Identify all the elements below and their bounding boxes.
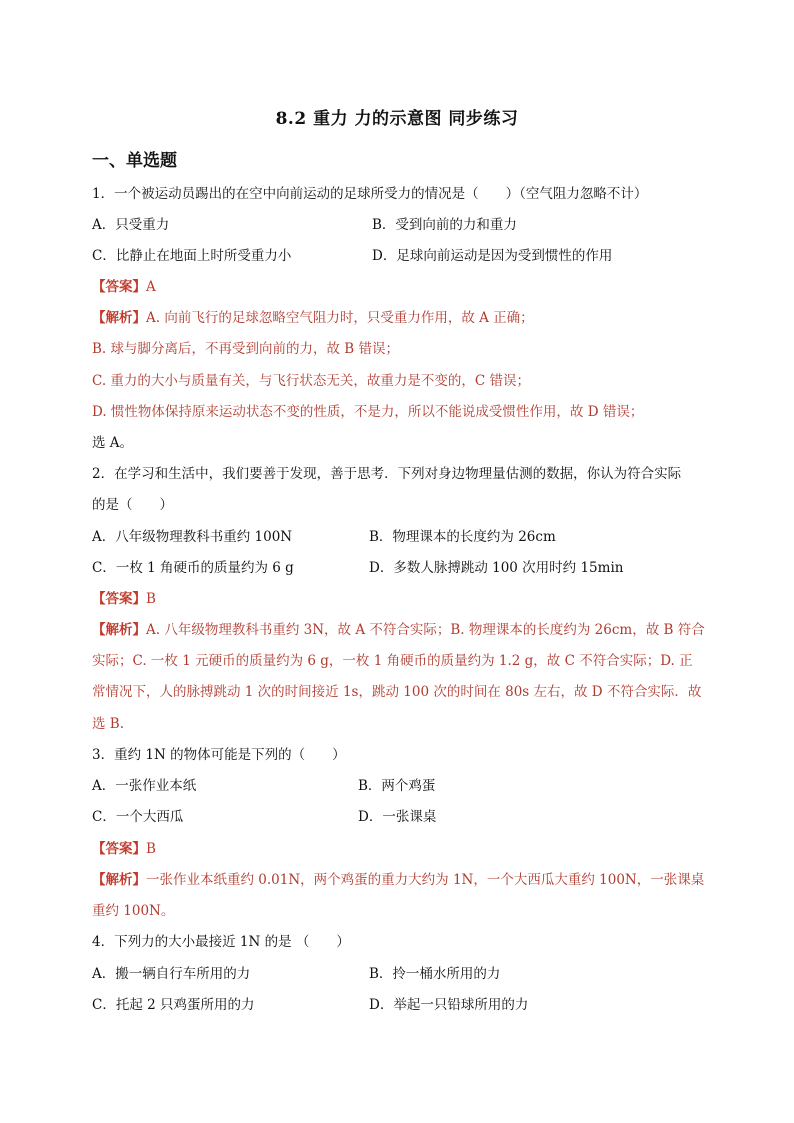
- question-2-option-d: D．多数人脉搏跳动 100 次用时约 15min: [369, 560, 624, 576]
- question-2-stem: 的是（ ）: [92, 497, 173, 513]
- explanation-text: A. 向前飞行的足球忽略空气阻力时，只受重力作用，故 A 正确；: [146, 310, 534, 326]
- answer-value: B: [146, 591, 156, 607]
- question-1-option-c: C．比静止在地面上时所受重力小: [92, 248, 292, 264]
- explanation-tag: 【解析】: [92, 872, 146, 888]
- answer-tag: 【答案】: [92, 279, 146, 295]
- question-1-explanation-line: D. 惯性物体保持原来运动状态不变的性质，不是力，所以不能说成受惯性作用，故 D 错误；: [92, 404, 644, 420]
- answer-value: B: [146, 841, 156, 857]
- question-2-option-a: A．八年级物理教科书重约 100N: [92, 529, 293, 545]
- question-2-explanation-line: [92, 621, 712, 639]
- answer-value: A: [146, 279, 156, 295]
- question-1-option-b: B．受到向前的力和重力: [372, 217, 517, 233]
- question-4-option-c: C．托起 2 只鸡蛋所用的力: [92, 997, 255, 1013]
- question-3-answer: [92, 840, 712, 858]
- explanation-text: A. 八年级物理教科书重约 3N，故 A 不符合实际；B. 物理课本的长度约为 26cm，故 B 符合: [146, 622, 705, 638]
- question-2-stem: 2．在学习和生活中，我们要善于发现，善于思考．下列对身边物理量估测的数据，你认为符合实际: [92, 466, 682, 482]
- question-2-explanation-line: 实际；C. 一枚 1 元硬币的质量约为 6 g，一枚 1 角硬币的质量约为 1.2 g，故 C 不符合实际；D. 正: [92, 653, 693, 669]
- question-1-option-d: D．足球向前运动是因为受到惯性的作用: [372, 248, 613, 264]
- question-4-option-a: A．搬一辆自行车所用的力: [92, 966, 251, 982]
- question-3-option-b: B．两个鸡蛋: [358, 778, 436, 794]
- question-4-stem: 4．下列力的大小最接近 1N 的是 （ ）: [92, 934, 350, 950]
- question-3-explanation-line: 重约 100N。: [92, 903, 175, 919]
- question-3-option-d: D．一张课桌: [358, 809, 437, 825]
- question-3-explanation-line: [92, 871, 712, 889]
- question-3-option-c: C．一个大西瓜: [92, 809, 184, 825]
- explanation-text: 一张作业本纸重约 0.01N，两个鸡蛋的重力大约为 1N，一个大西瓜大重约 100N，一张课桌: [146, 872, 705, 888]
- question-1-explanation-line: C. 重力的大小与质量有关，与飞行状态无关，故重力是不变的，C 错误；: [92, 373, 531, 389]
- question-3-option-a: A．一张作业本纸: [92, 778, 197, 794]
- question-2-answer: [92, 590, 712, 608]
- question-1-conclusion: 选 A。: [92, 435, 134, 451]
- question-1-explanation-line: [92, 309, 712, 327]
- question-1-stem: 1．一个被运动员踢出的在空中向前运动的足球所受力的情况是（ ）（空气阻力忽略不计）: [92, 186, 648, 202]
- question-2-option-c: C．一枚 1 角硬币的质量约为 6 g: [92, 560, 294, 576]
- answer-tag: 【答案】: [92, 591, 146, 607]
- question-4-option-d: D．举起一只铅球所用的力: [369, 997, 529, 1013]
- section-heading: 一、单选题: [92, 151, 177, 171]
- explanation-tag: 【解析】: [92, 310, 146, 326]
- question-1-explanation-line: B. 球与脚分离后，不再受到向前的力，故 B 错误；: [92, 341, 400, 357]
- answer-tag: 【答案】: [92, 841, 146, 857]
- question-2-explanation-line: 选 B.: [92, 716, 125, 732]
- question-1-answer: [92, 278, 712, 296]
- question-1-option-a: A．只受重力: [92, 217, 170, 233]
- explanation-tag: 【解析】: [92, 622, 146, 638]
- question-2-explanation-line: 常情况下，人的脉搏跳动 1 次的时间接近 1s，跳动 100 次的时间在 80s 左右，故 D 不符合实际．故: [92, 684, 702, 700]
- question-4-option-b: B．拎一桶水所用的力: [369, 966, 501, 982]
- question-3-stem: 3．重约 1N 的物体可能是下列的（ ）: [92, 747, 346, 763]
- page-title: 8.2 重力 力的示意图 同步练习: [275, 109, 519, 129]
- question-2-option-b: B．物理课本的长度约为 26cm: [369, 529, 556, 545]
